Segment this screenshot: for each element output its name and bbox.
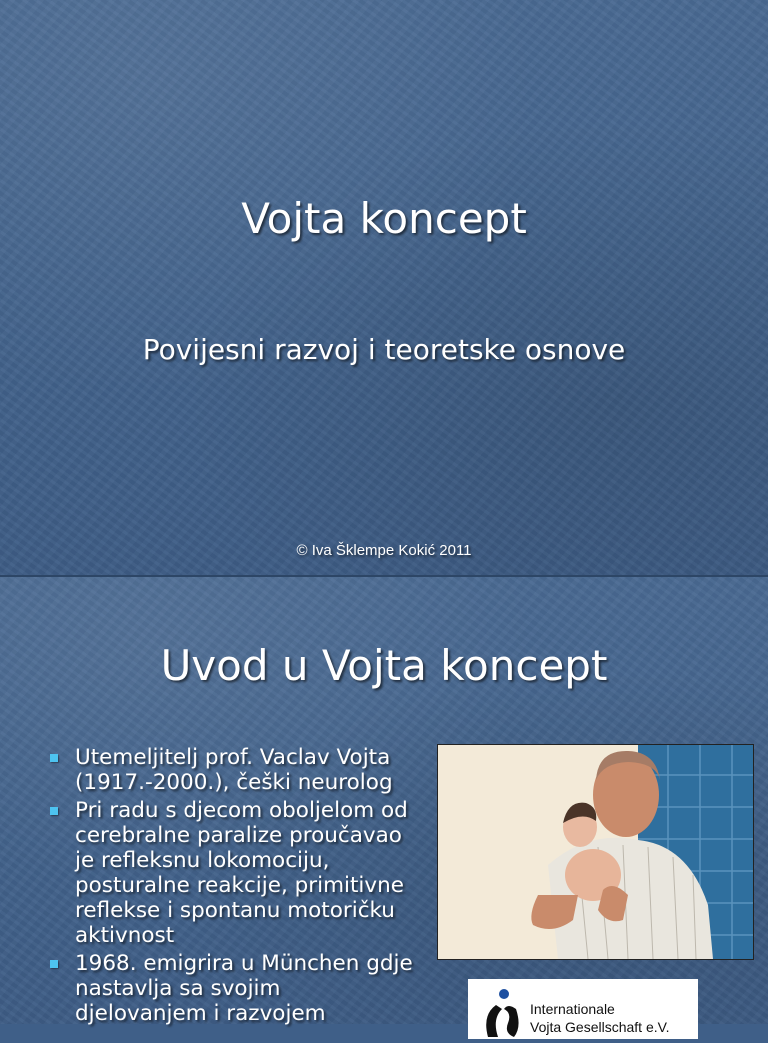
bullet-line: cerebralne paralize proučavao [75,823,402,848]
bullet-list [46,745,418,1029]
logo-line-1: Internationale [530,1001,615,1017]
bullet-item [46,745,418,795]
logo-line-2: Vojta Gesellschaft e.V. [530,1019,670,1035]
square-bullet-icon [50,754,58,762]
vojta-logo-icon [468,979,528,1039]
square-bullet-icon [50,960,58,968]
vojta-photo [437,744,754,960]
bullet-line: Pri radu s djecom oboljelom od [75,798,408,823]
bullet-line: aktivnost [75,923,175,948]
bullet-line: nastavlja sa svojim [75,976,281,1001]
vojta-photo-illustration [438,745,753,959]
slide-subtitle: Povijesni razvoj i teoretske osnove [142,333,626,366]
bullet-line: Utemeljitelj prof. Vaclav Vojta [75,745,391,770]
bullet-line: 1968. emigrira u München gdje [75,951,413,976]
slide-intro-heading: Uvod u Vojta koncept [160,641,608,690]
copyright-note: © Iva Šklempe Kokić 2011 [296,542,472,559]
bullet-line: posturalne reakcije, primitivne [75,873,404,898]
bullet-line: djelovanjem i razvojem [75,1001,326,1026]
bullet-item [46,798,418,948]
bullet-line: (1917.-2000.), češki neurolog [75,770,393,795]
vojta-society-logo [468,979,698,1039]
bullet-item [46,951,418,1026]
slide-title-heading: Vojta koncept [241,194,527,243]
bullet-line: reflekse i spontanu motoričku [75,898,395,923]
bullet-line: je refleksnu lokomociju, [75,848,330,873]
slide-intro [0,577,768,1035]
square-bullet-icon [50,807,58,815]
